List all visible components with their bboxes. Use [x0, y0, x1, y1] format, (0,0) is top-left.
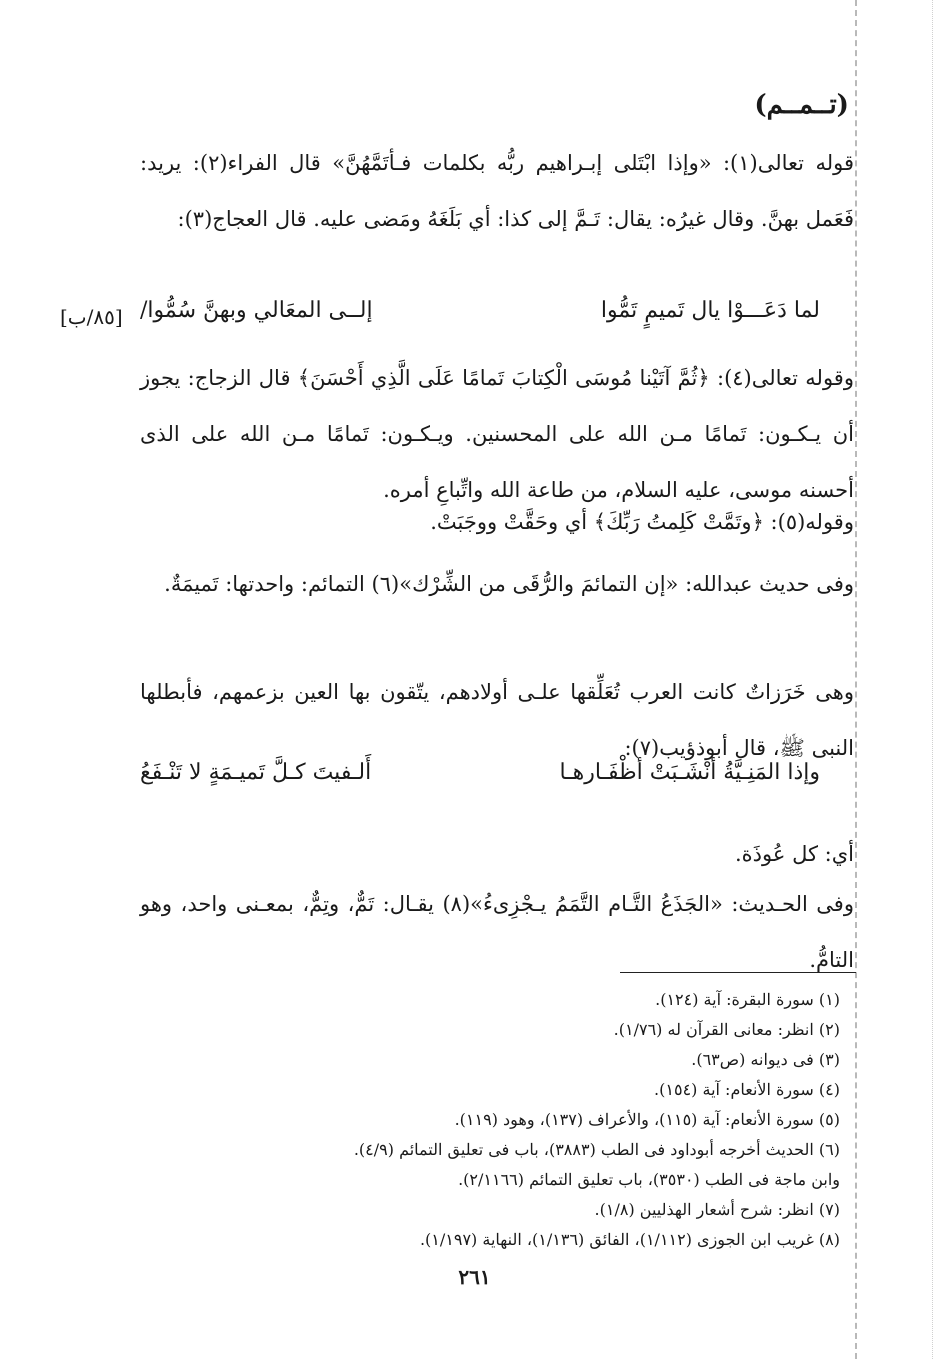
footnote-7: (٧) انظر: شرح أشعار الهذليين (١/٨).: [594, 1200, 840, 1219]
verse-1-second-hemistich: إلــى المعَالي وبهنَّ سُمُّوا/: [140, 298, 373, 323]
entry-heading: (تــمــم): [754, 90, 849, 120]
paragraph-2: وقوله تعالى(٤): ﴿ثُمَّ آتَيْنا مُوسَى الْكِتابَ تَمامًا عَلَى الَّذِي أَحْسَنَ﴾ قال الزجاج: يجوز أن يـكـون: تَمامًا مـن الله على المحسنين. ويـكـون: تَمامًا مـن الله على الذى أحسنه موسى، عليه السلام، من طاعة الله واتِّباعِ أمره.: [140, 366, 854, 502]
paragraph-1: قوله تعالى(١): «وإذا ابْتَلى إبـراهيم ربُّه بكلمات فـأتَمَّهُنَّ» قال الفراء(٢): يريد: فَعَمل بهنَّ. وقال غيرُه: يقال: تَـمَّ إلى كذا: أي بَلَغَهُ ومَضى عليه. قال العجاج(٣):: [140, 151, 854, 231]
scan-edge-dashed-line: [855, 0, 857, 1359]
scan-edge-dotted-line: [932, 0, 933, 1359]
paragraph-5: وهى خَرَزاتٌ كانت العرب تُعَلِّقها علـى أولادهم، يتّقون بها العين بزعمهم، فأبطلها النبى ﷺ، قال أبوذؤيب(٧):: [140, 680, 854, 760]
verse-1: [140, 298, 820, 338]
footnote-5: (٥) سورة الأنعام: آية (١١٥)، والأعراف (١٣٧)، وهود (١١٩).: [454, 1110, 840, 1129]
paragraph-7: وفى الحـديث: «الجَذَعُ التَّـام التَّمَمُ يـجْزِىءُ»(٨) يقـال: تَمٌّ، وتِمٌّ، بمعـنى واحد، وهو التامُّ.: [140, 892, 854, 972]
footnotes: [200, 985, 840, 1255]
footnote-4: (٤) سورة الأنعام: آية (١٥٤).: [654, 1080, 840, 1099]
footnote-1: (١) سورة البقرة: آية (١٢٤).: [655, 990, 840, 1009]
verse-2-second-hemistich: أَلـفيتَ كـلَّ تَميـمَةٍ لا تَنْـفَعُ: [140, 760, 372, 785]
paragraph-4: وفى حديث عبدالله: «إن التمائمَ والرُّقَى من الشِّرْك»(٦) التمائم: واحدتها: تَميمَةٌ.: [164, 572, 854, 596]
paragraph-6: أي: كل عُوذَة.: [734, 842, 854, 866]
footnote-8: (٨) غريب ابن الجوزى (١/١١٢)، الفائق (١/١٣٦)، النهاية (١/١٩٧).: [419, 1230, 840, 1249]
footnote-3: (٣) فى ديوانه (ص٦٣).: [691, 1050, 840, 1069]
verse-2-first-hemistich: وإذا المَنِـيَّةُ أنْشَـبَتْ أظْفَـارهـا: [559, 760, 820, 785]
footnote-6: (٦) الحديث أخرجه أبوداود فى الطب (٣٨٨٣)، باب فى تعليق التمائم (٤/٩).: [353, 1140, 840, 1159]
verse-1-first-hemistich: لما دَعَـــوْا يال تَميمٍ تَمُّوا: [600, 298, 820, 323]
verse-2: [140, 760, 820, 800]
footnote-separator: [620, 972, 856, 973]
paragraph-3: وقوله(٥): ﴿وتَمَّتْ كَلِمتُ رَبِّكَ﴾ أي وحَقَّتْ ووجَبَتْ.: [430, 510, 854, 534]
footnote-6-continued: وابن ماجة فى الطب (٣٥٣٠)، باب تعليق التمائم (٢/١١٦٦).: [458, 1170, 840, 1189]
page-number: ٢٦١: [458, 1265, 491, 1289]
footnote-2: (٢) انظر: معانى القرآن له (١/٧٦).: [613, 1020, 840, 1039]
manuscript-folio-marker: [٨٥/ب]: [60, 305, 123, 329]
